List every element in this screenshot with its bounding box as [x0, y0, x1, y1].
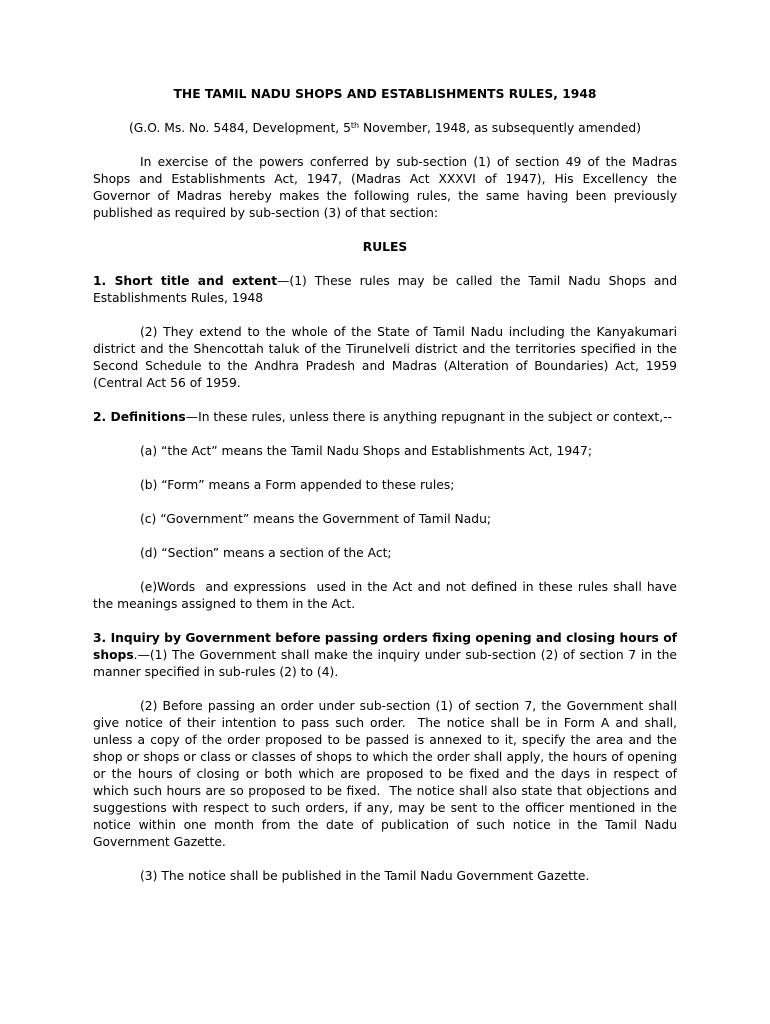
rule-3-subrule-2: (2) Before passing an order under sub-section (1) of section 7, the Government shall give notice of their intention to pass such order. The notice shall be in Form A and shall, unless a copy of the order proposed to be passed is annexed to it, specify the area and the shop or shops or class or classes of shops to which the order shall apply, the hours of opening or the hours of closing or both which are proposed to be fixed and the days in respect of which such hours are so proposed to be fixed. The notice shall also state that objections and suggestions with respect to such orders, if any, may be sent to the officer mentioned in the notice within one month from the date of publication of such notice in the Tamil Nadu Government Gazette. [93, 699, 681, 849]
go-superscript: th [350, 121, 360, 130]
rule-1-text: —(1) These rules may be called the Tamil Nadu Shops and Establishments Rules, 1948 [93, 274, 678, 305]
rule-3-paragraph [93, 630, 677, 681]
rule-2-heading: 2. Definitions [93, 410, 186, 424]
definition-e: (e)Words and expressions used in the Act and not defined in these rules shall have the meanings assigned to them in the Act. [93, 580, 681, 611]
government-order-reference [93, 120, 677, 137]
preamble-paragraph: In exercise of the powers conferred by sub-section (1) of section 49 of the Madras Shops and Establishments Act, 1947, (Madras Act XXXVI of 1947), His Excellency the Governor of Madras hereby makes the following rules, the same having been previously published as required by sub-section (3) of that section: [93, 155, 677, 220]
document-page [93, 86, 681, 902]
go-text-start: (G.O. Ms. No. 5484, Development, 5 [128, 121, 351, 135]
rule-1-heading: 1. Short title and extent [93, 274, 278, 288]
rules-heading: RULES [362, 240, 408, 254]
rule-3-text: .—(1) The Government shall make the inquiry under sub-section (2) of section 7 in the manner specified in sub-rules (2) to (4). [93, 648, 677, 679]
rule-1-paragraph [93, 273, 677, 307]
go-text-end: November, 1948, as subsequently amended) [359, 121, 642, 135]
document-title: THE TAMIL NADU SHOPS AND ESTABLISHMENTS RULES, 1948 [173, 87, 597, 101]
rule-2-paragraph [93, 409, 677, 426]
rule-3-heading: 3. Inquiry by Government before passing orders fixing opening and closing hours of shops [93, 631, 677, 662]
definition-c: (c) “Government” means the Government of Tamil Nadu; [140, 512, 492, 526]
definition-b: (b) “Form” means a Form appended to these rules; [140, 478, 455, 492]
definition-a: (a) “the Act” means the Tamil Nadu Shops and Establishments Act, 1947; [140, 444, 592, 458]
rule-2-text: —In these rules, unless there is anything repugnant in the subject or context,-- [185, 410, 673, 424]
rule-3-subrule-3: (3) The notice shall be published in the Tamil Nadu Government Gazette. [140, 869, 590, 883]
rule-1-subrule-2: (2) They extend to the whole of the State of Tamil Nadu including the Kanyakumari district and the Shencottah taluk of the Tirunelveli district and the territories specified in the Second Schedule to the Andhra Pradesh and Madras (Alteration of Boundaries) Act, 1959 (Central Act 56 of 1959. [93, 325, 677, 390]
definition-d: (d) “Section” means a section of the Act; [140, 546, 392, 560]
